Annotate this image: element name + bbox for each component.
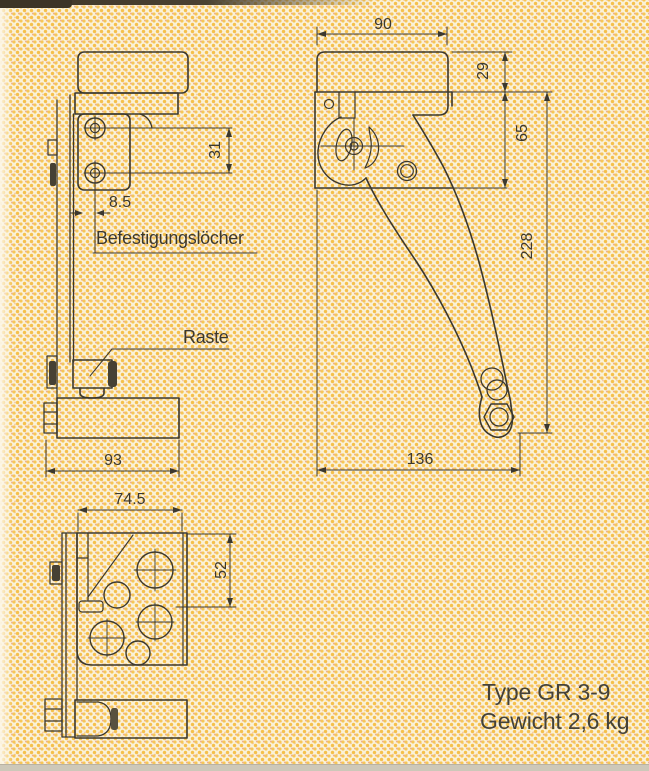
pawl-outline	[318, 117, 366, 185]
detent-tab	[80, 388, 104, 398]
cylinder	[75, 700, 187, 738]
label-mounting-holes: Befestigungslöcher	[96, 228, 244, 248]
detent-block	[73, 360, 112, 388]
hex-nut-bore	[490, 408, 508, 426]
plate-bolt-head	[52, 565, 60, 581]
scan-edge-left	[0, 0, 13, 771]
scan-edge-top-blob	[0, 0, 72, 8]
front-view	[315, 27, 552, 476]
grip-outline	[78, 52, 188, 93]
hole-b	[104, 582, 130, 608]
dim-74-5-label: 74.5	[114, 491, 146, 508]
dim-52-label: 52	[213, 561, 230, 579]
body-outline	[77, 533, 187, 665]
top-view	[45, 507, 236, 738]
base-bolt	[44, 403, 57, 433]
grip-step	[75, 93, 178, 114]
cylinder-cap	[77, 702, 111, 736]
hex-bolt	[45, 699, 62, 731]
bolt-head-upper	[50, 163, 56, 186]
side-view	[44, 52, 257, 477]
dim-8-5-label: 8.5	[108, 194, 132, 211]
dim-29-label: 29	[475, 62, 492, 80]
ring-hole-inner	[401, 165, 414, 178]
mounting-bar	[48, 95, 74, 398]
dim-228-label: 228	[519, 232, 536, 260]
product-weight: Gewicht 2,6 kg	[480, 708, 630, 734]
small-hole	[325, 100, 334, 109]
lever-left-edge	[366, 178, 482, 397]
dim-93-label: 93	[104, 452, 122, 469]
housing-fillet	[140, 114, 152, 128]
dim-65-label: 65	[514, 124, 531, 142]
grip-outline	[317, 52, 448, 115]
detent-cap	[108, 361, 117, 387]
cylinder-pin	[111, 708, 118, 730]
dim-31-label: 31	[207, 141, 224, 159]
base-block	[57, 398, 179, 438]
product-type: Type GR 3-9	[482, 679, 611, 705]
cam-crescent	[365, 127, 379, 168]
lever-right-edge	[413, 115, 511, 406]
dim-8-5	[70, 210, 110, 216]
hole-e	[126, 641, 150, 665]
dim-136-label: 136	[406, 451, 434, 468]
bolt-head-lower	[49, 361, 56, 385]
scan-edge-bottom	[0, 764, 649, 771]
pin-circle-1	[481, 368, 503, 390]
label-detent: Raste	[183, 327, 229, 347]
dim-90-label: 90	[374, 16, 392, 33]
cam-slot	[333, 128, 354, 162]
